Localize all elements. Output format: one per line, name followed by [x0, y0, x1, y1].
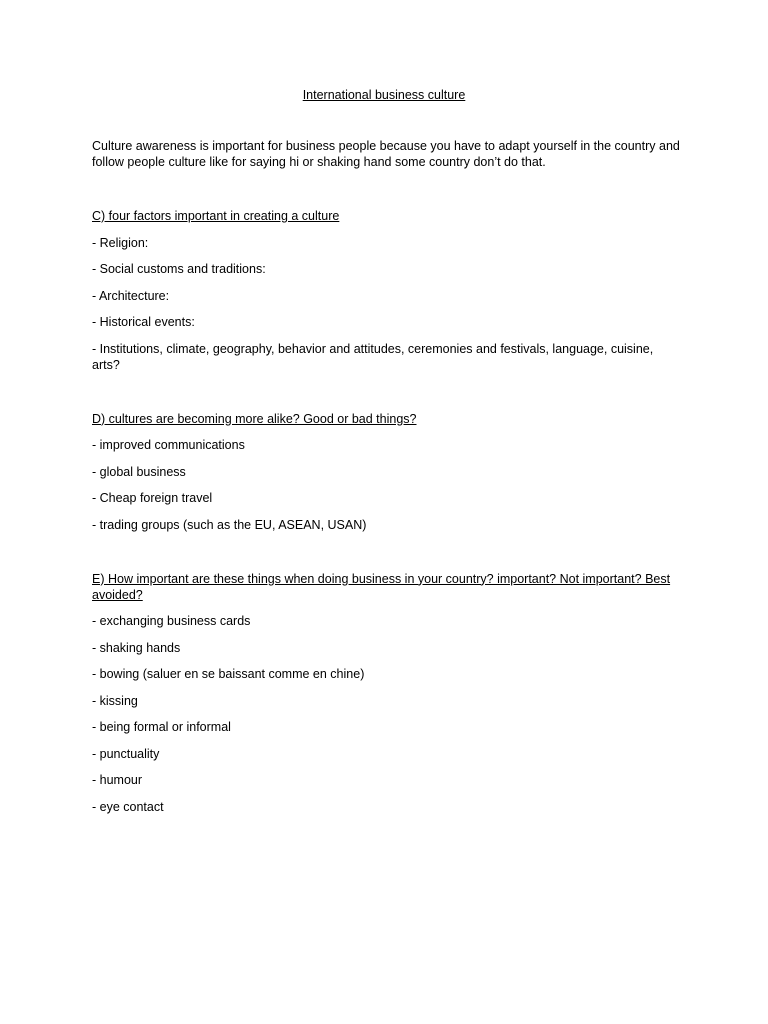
intro-paragraph: Culture awareness is important for business people because you have to adapt yourself in the country and follow people culture like for saying hi or shaking hand some country don’t do that. [92, 139, 680, 169]
list-item: - bowing (saluer en se baissant comme en chine) [92, 667, 365, 681]
section-c-list [92, 235, 682, 373]
list-item: - exchanging business cards [92, 614, 251, 628]
list-item: - shaking hands [92, 640, 181, 655]
section-c-heading: C) four factors important in creating a culture [92, 209, 340, 223]
list-item: - eye contact [92, 799, 164, 814]
section-e [92, 571, 682, 815]
section-d-heading: D) cultures are becoming more alike? Good or bad things? [92, 411, 417, 426]
section-e-list [92, 613, 682, 815]
section-c [92, 208, 682, 373]
document-body [92, 138, 682, 815]
list-item: - Religion: [92, 235, 149, 250]
section-e-heading: E) How important are these things when doing business in your country? important? Not important? Best avoided? [92, 571, 671, 602]
list-item: - punctuality [92, 746, 160, 761]
section-d [92, 411, 682, 533]
list-item: - Institutions, climate, geography, behavior and attitudes, ceremonies and festivals, language, cuisine, arts? [92, 341, 654, 372]
document-title: International business culture [302, 88, 466, 102]
list-item: - Social customs and traditions: [92, 262, 266, 276]
list-item: - improved communications [92, 438, 245, 452]
list-item: - Historical events: [92, 315, 195, 329]
list-item: - trading groups (such as the EU, ASEAN, USAN) [92, 517, 367, 532]
list-item: - humour [92, 773, 143, 787]
list-item: - Cheap foreign travel [92, 491, 213, 505]
list-item: - kissing [92, 693, 138, 708]
list-item: - Architecture: [92, 288, 170, 303]
list-item: - being formal or informal [92, 720, 231, 734]
list-item: - global business [92, 464, 186, 479]
section-d-list [92, 437, 682, 533]
